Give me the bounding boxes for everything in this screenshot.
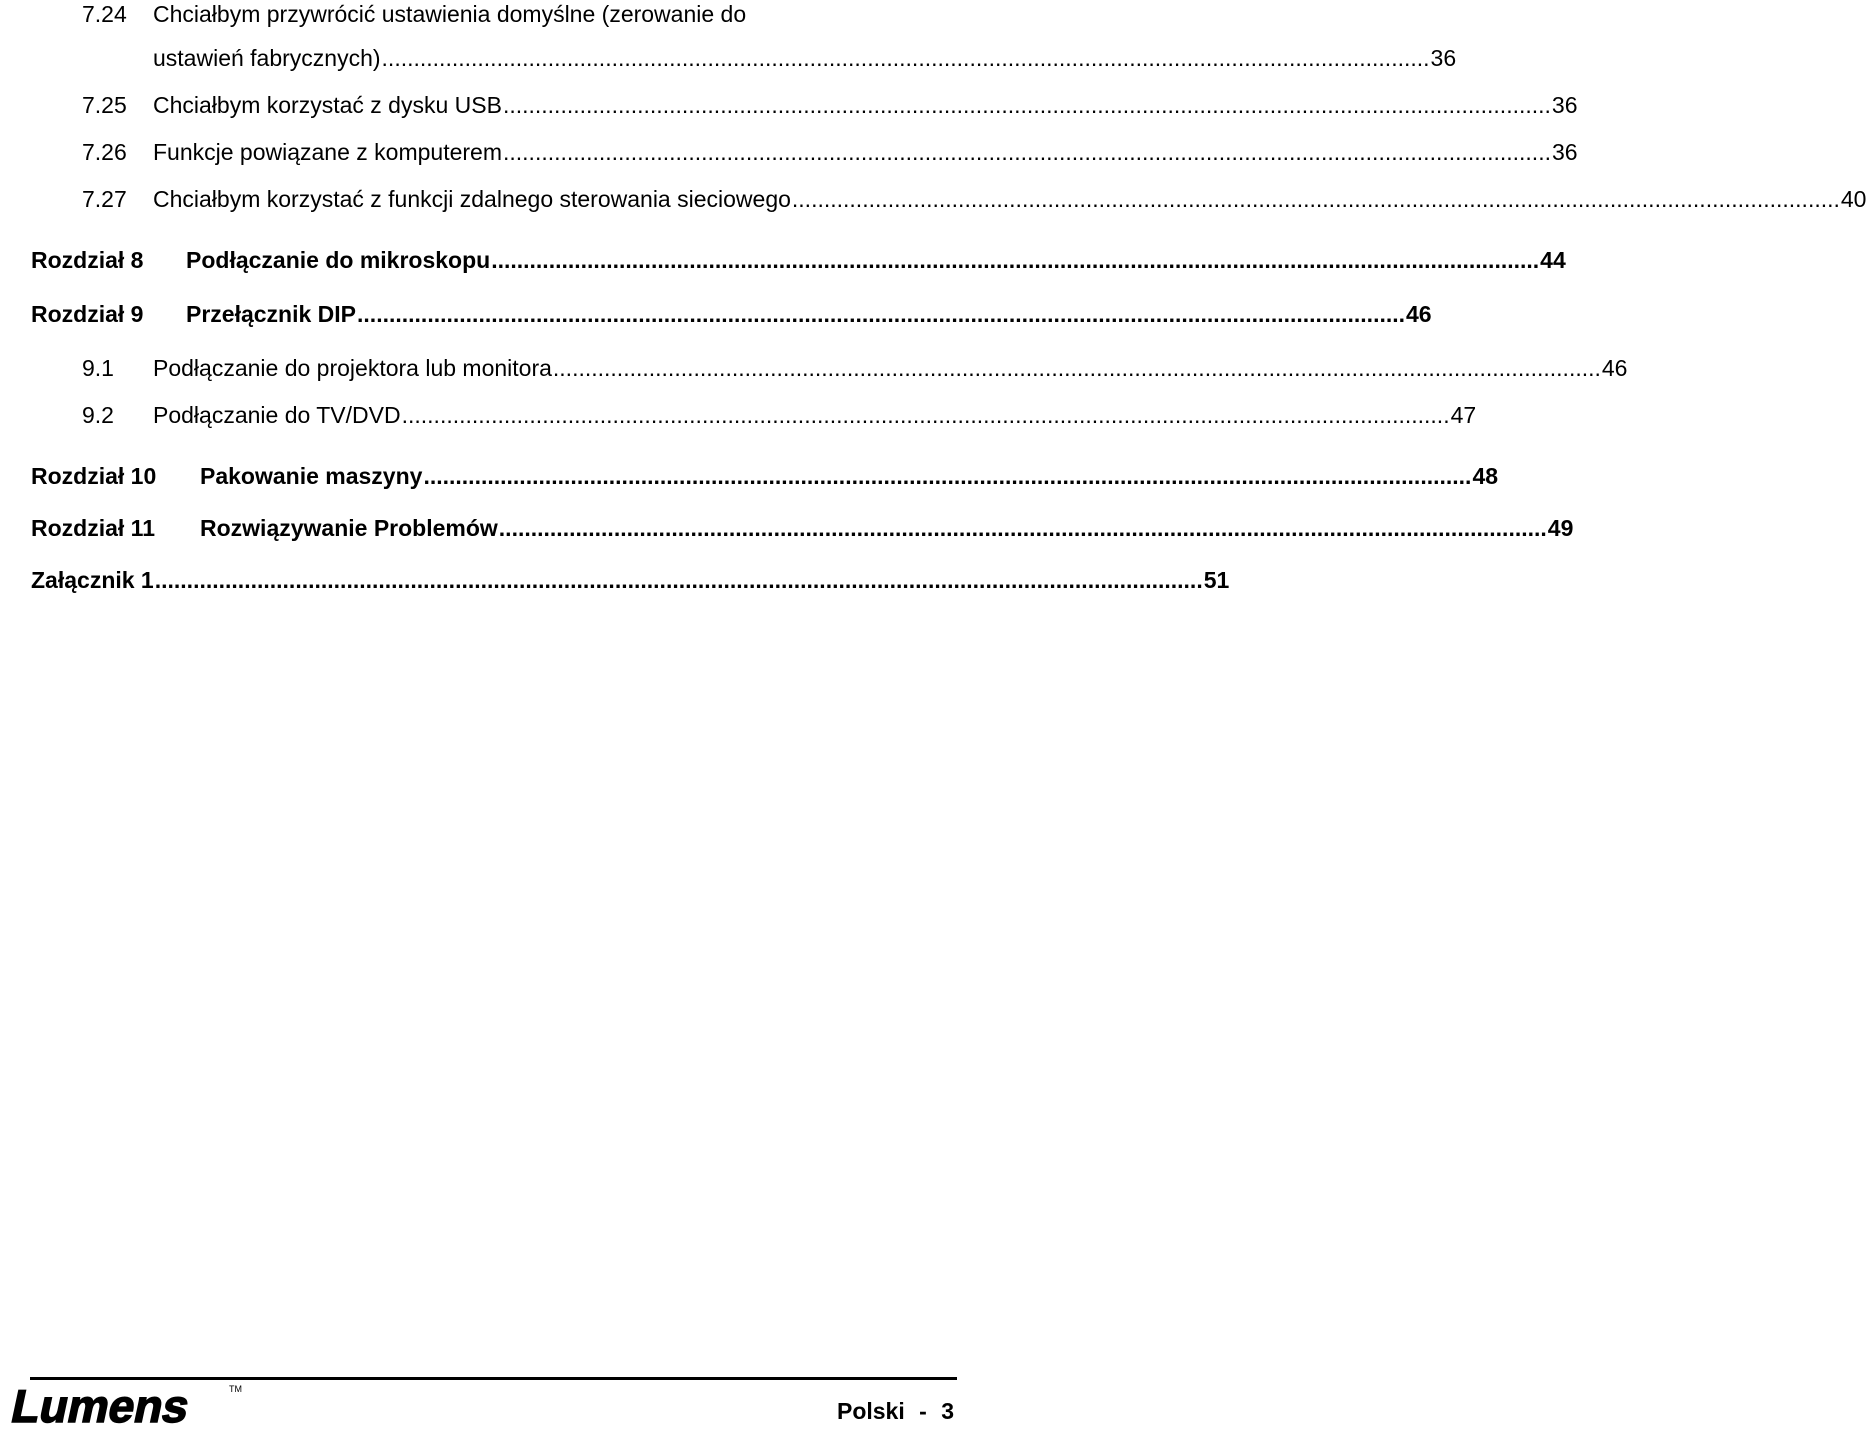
toc-number: 7.26 [82,139,127,165]
toc-leader: .................................................................................................................................................................... [423,463,1472,489]
toc-page: 36 [1430,45,1457,71]
toc-page: 46 [1406,301,1432,327]
logo-wordmark: Lumens [6,1380,195,1432]
toc-page: 46 [1601,355,1628,381]
toc-leader: .................................................................................................................................................................... [381,45,1430,71]
toc-number: 7.25 [82,92,127,118]
toc-number: Rozdział 10 [31,463,157,489]
toc-title: Pakowanie maszyny [200,463,423,489]
logo-trademark: TM [229,1384,242,1394]
toc-entry-7-25[interactable] [82,87,1578,119]
toc-number: Rozdział 11 [31,515,155,541]
toc-entry-7-24-line2[interactable] [153,40,1457,72]
toc-title: Podłączanie do mikroskopu [186,247,491,273]
toc-leader: .................................................................................................................................................................... [502,92,1551,118]
toc-leader: .................................................................................................................................................................... [357,301,1406,327]
toc-number: Rozdział 9 [31,301,144,327]
toc-title: Podłączanie do projektora lub monitora [153,355,552,381]
toc-leader: .................................................................................................................................................................... [401,402,1450,428]
toc-chapter-9[interactable] [31,296,1432,328]
toc-title: Przełącznik DIP [186,301,357,327]
toc-page: 40 [1840,186,1866,212]
toc-title: Chciałbym korzystać z funkcji zdalnego sterowania sieciowego [153,186,791,212]
toc-appendix-1[interactable] [31,562,1230,594]
toc-chapter-8[interactable] [31,242,1566,274]
toc-chapter-10[interactable] [31,458,1499,490]
toc-leader: .................................................................................................................................................................... [154,567,1203,593]
footer-separator: - [919,1398,927,1424]
toc-number: Rozdział 8 [31,247,144,273]
toc-page: 44 [1540,247,1566,273]
toc-chapter-11[interactable] [31,510,1574,542]
toc-page: 51 [1203,567,1230,593]
lumens-logo [4,1380,244,1432]
toc-entry-9-2[interactable] [82,397,1477,429]
footer-page-label [837,1398,954,1425]
toc-number: 7.27 [82,186,127,212]
toc-entry-7-26[interactable] [82,134,1578,166]
toc-page: 36 [1551,139,1578,165]
toc-leader: .................................................................................................................................................................... [552,355,1601,381]
toc-title: Podłączanie do TV/DVD [153,402,401,428]
toc-leader: .................................................................................................................................................................... [491,247,1540,273]
toc-number: 9.2 [82,402,114,428]
toc-page: 48 [1472,463,1499,489]
toc-title: Rozwiązywanie Problemów [200,515,498,541]
toc-leader: .................................................................................................................................................................... [791,186,1840,212]
toc-title: Chciałbym przywrócić ustawienia domyślne (zerowanie do [153,1,747,27]
toc-title: Załącznik 1 [31,567,154,593]
toc-entry-9-1[interactable] [82,350,1628,382]
toc-title: Chciałbym korzystać z dysku USB [153,92,502,118]
toc-entry-7-24-line1 [82,0,746,28]
toc-page: 49 [1547,515,1574,541]
footer-page-number: 3 [941,1398,954,1424]
toc-page: 36 [1551,92,1578,118]
toc-title: Funkcje powiązane z komputerem [153,139,502,165]
toc-number: 7.24 [82,1,127,27]
footer-language: Polski [836,1398,905,1424]
toc-entry-7-27[interactable] [82,181,1866,213]
toc-title: ustawień fabrycznych) [153,45,381,71]
toc-leader: .................................................................................................................................................................... [498,515,1547,541]
toc-page: 47 [1450,402,1477,428]
toc-number: 9.1 [82,355,114,381]
toc-leader: .................................................................................................................................................................... [503,139,1551,165]
